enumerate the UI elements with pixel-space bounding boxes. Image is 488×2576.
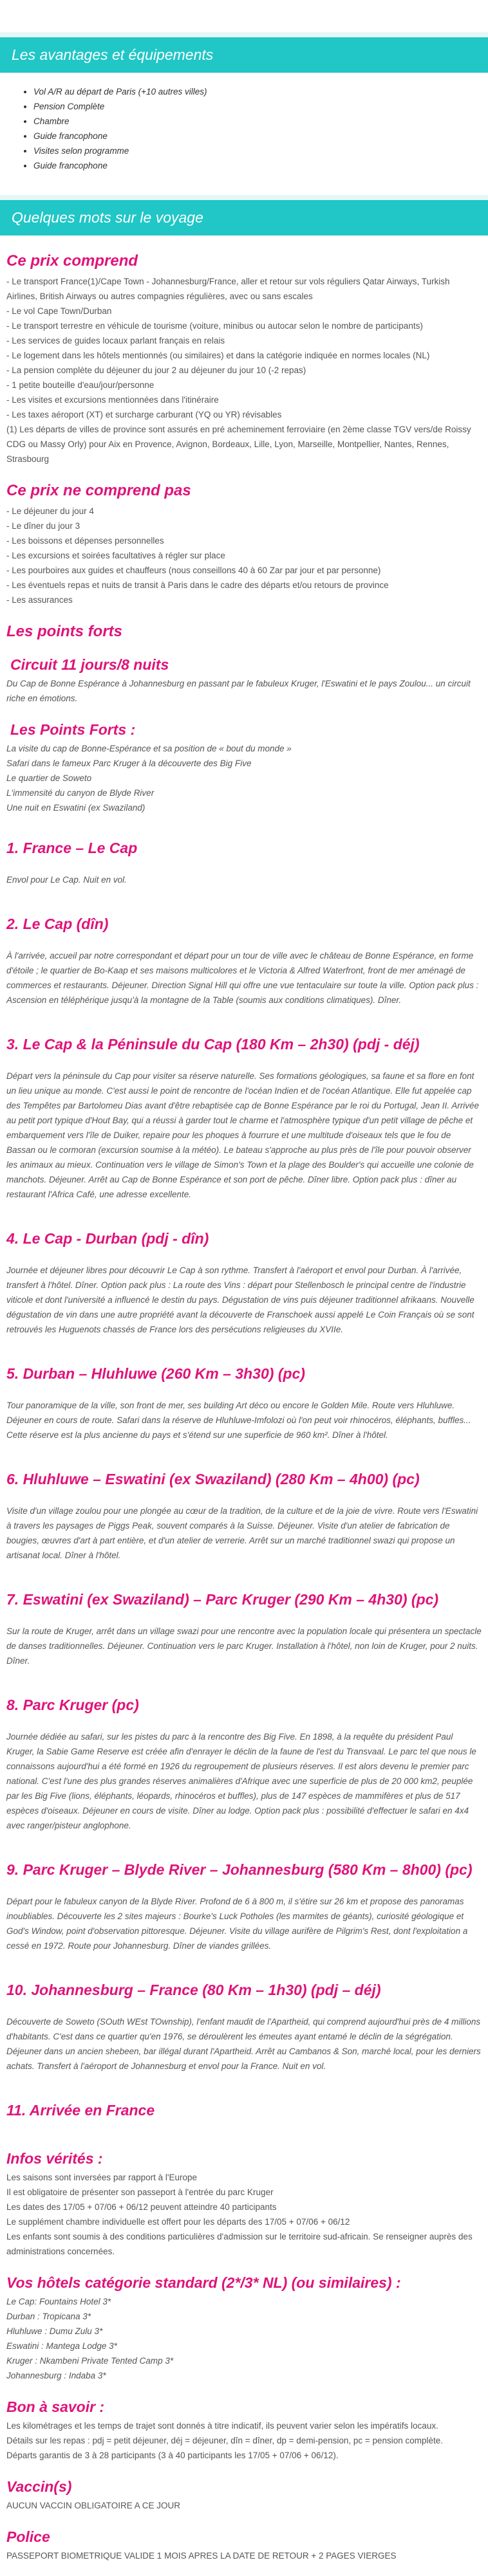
hotels-section — [6, 2274, 482, 2383]
included-title: Ce prix comprend — [6, 252, 138, 270]
day-text: Journée dédiée au safari, sur les pistes du parc à la rencontre des Big Five. En 1898, à la requête du président Paul Kruger, la Sabie Game Reserve est créée afin d'enrayer le déclin de la faune de l'est du Transvaal. Le parc tel que nous le connaissons aujourd'hui a été formé en 1926 du regroupement de plusieurs réserves. Il est alors devenu le premier parc national. C'est l'une des plus grandes réserves animalières d'Afrique avec une superficie de plus de 20 000 km2, peuplée par les Big Five (lions, éléphants, léopards, rhinocéros et buffles), plus de 147 espèces de mammifères et plus de 517 espèces d'oiseaux. Déjeuner en cours de visite. Dîner au lodge. Option pack plus : possibilité d'effectuer le safari en 4x4 avec ranger/pisteur anglophone. — [6, 1732, 476, 1830]
day-text: Tour panoramique de la ville, son front de mer, ses building Art déco ou encore le Golden Mile. Route vers Hluhluwe. Déjeuner en cours de route. Safari dans la réserve de Hluhluwe-Imfolozi où l'on peut voir rhinocéros, éléphants, buffles... Cette réserve est la plus ancienne du pays et s'étend sur une superficie de 960 km². Dîner à l'hôtel. — [6, 1401, 471, 1440]
info-section — [6, 2150, 482, 2259]
hotel-line: Le Cap: Fountains Hotel 3* — [6, 2297, 111, 2306]
circuit-title: Circuit 11 jours/8 nuits — [10, 656, 169, 673]
day-8 — [6, 1697, 482, 1833]
hotel-line: Johannesburg : Indaba 3* — [6, 2371, 106, 2380]
vaccines-text: AUCUN VACCIN OBLIGATOIRE A CE JOUR — [6, 2501, 181, 2510]
excluded-line: - Le dîner du jour 3 — [6, 521, 80, 531]
day-title: 3. Le Cap & la Péninsule du Cap (180 Km – 2h30) (pdj - déj) — [6, 1036, 420, 1053]
feature-item: • Guide francophone — [33, 158, 482, 173]
points-title: Les Points Forts : — [10, 721, 136, 738]
included-line: - Le logement dans les hôtels mentionnés (ou similaires) et dans la catégorie indiquée en normes locales (NL) — [6, 351, 430, 360]
info-list — [6, 2170, 482, 2259]
day-title: 10. Johannesburg – France (80 Km – 1h30) (pdj – déj) — [6, 1982, 381, 1998]
excluded-line: - Les assurances — [6, 595, 73, 605]
strengths-section — [6, 623, 482, 815]
good-to-know-title: Bon à savoir : — [6, 2398, 105, 2415]
point-item: Une nuit en Eswatini (ex Swaziland) — [6, 803, 145, 813]
feature-item: • Pension Complète — [33, 99, 482, 114]
good-to-know-line: Départs garantis de 3 à 28 participants (3 à 40 participants les 17/05 + 07/06 + 06/12). — [6, 2451, 339, 2460]
police-title: Police — [6, 2528, 50, 2545]
day-title: 6. Hluhluwe – Eswatini (ex Swaziland) (280 Km – 4h00) (pc) — [6, 1471, 420, 1487]
excluded-line: - Les éventuels repas et nuits de transit à Paris dans le cadre des départs et/ou retours de province — [6, 580, 389, 590]
included-line: (1) Les départs de villes de province sont assurés en pré acheminement ferroviaire (en 2ème classe TGV vers/de Roissy CDG ou Massy Orly) pour Aix en Provence, Avignon, Bordeaux, Lille, Lyon, Marseille, Montpellier, Nantes, Rennes, Strasbourg — [6, 425, 471, 464]
info-line: Les dates des 17/05 + 07/06 + 06/12 peuvent atteindre 40 participants — [6, 2202, 277, 2212]
vaccines-title: Vaccin(s) — [6, 2478, 72, 2495]
day-title: 11. Arrivée en France — [6, 2102, 155, 2119]
good-to-know-line: Les kilométrages et les temps de trajet sont donnés à titre indicatif, ils peuvent varier selon les impératifs locaux. — [6, 2421, 438, 2431]
included-line: - Les taxes aéroport (XT) et surcharge carburant (YQ ou YR) révisables — [6, 410, 282, 419]
hotel-line: Durban : Tropicana 3* — [6, 2312, 91, 2321]
excluded-line: - Le déjeuner du jour 4 — [6, 506, 94, 516]
included-line: - Le transport France(1)/Cape Town - Johannesburg/France, aller et retour sur vols réguliers Qatar Airways, Turkish Airlines, British Airways ou autres compagnies régulières, avec ou sans escales — [6, 277, 450, 301]
day-title: 4. Le Cap - Durban (pdj - dîn) — [6, 1230, 209, 1247]
excluded-list — [6, 504, 482, 607]
excluded-title: Ce prix ne comprend pas — [6, 482, 191, 499]
good-to-know-line: Détails sur les repas : pdj = petit déjeuner, déj = déjeuner, dîn = dîner, dp = demi-pension, pc = pension complète. — [6, 2436, 444, 2445]
excluded-line: - Les boissons et dépenses personnelles — [6, 536, 164, 546]
included-list — [6, 274, 482, 466]
feature-item: • Guide francophone — [33, 129, 482, 143]
day-9 — [6, 1861, 482, 1953]
included-line: - Les services de guides locaux parlant français en relais — [6, 336, 225, 345]
included-section — [6, 252, 482, 466]
good-to-know-section — [6, 2398, 482, 2463]
day-text: Départ pour le fabuleux canyon de la Blyde River. Profond de 6 à 800 m, il s'étire sur 26 km et propose des panoramas inoubliables. Découverte les 2 sites majeurs : Bourke's Luck Potholes (les marmites de géants), curiosité géologique et God's Window, point d'observation pittoresque. Déjeuner. Visite du village aurifère de Pilgrim's Rest, dont l'exploitation a cessé en 1972. Route pour Johannesburg. Dîner de viandes grillées. — [6, 1897, 468, 1951]
included-line: - 1 petite bouteille d'eau/jour/personne — [6, 380, 155, 390]
info-line: Les enfants sont soumis à des conditions particulières d'admission sur le territoire sud-africain. Se renseigner auprès des administrations concernées. — [6, 2232, 473, 2256]
page — [0, 32, 488, 2576]
about-title: Quelques mots sur le voyage — [12, 209, 203, 226]
day-11 — [6, 2102, 482, 2119]
feature-item: • Vol A/R au départ de Paris (+10 autres villes) — [33, 84, 482, 99]
included-line: - Les visites et excursions mentionnées dans l'itinéraire — [6, 395, 219, 405]
day-text: Départ vers la péninsule du Cap pour visiter sa réserve naturelle. Ses formations géologiques, sa faune et sa flore en font un lieu unique au monde. C'est aussi le point de rencontre de l'océan Indien et de l'océan Atlantique. Elle fut appelée cap des Tempêtes par Bartolomeu Dias avant d'être rebaptisée cap de Bonne Espérance par le roi du Portugal, Jean II. Arrivée au petit port typique d'Hout Bay, qui a réussi à garder tout le charme et l'atmosphère typique d'un petit village de pêche et embarquement vers l'île de Duiker, repaire pour les phoques à fourrure et une multitude d'oiseaux tels que le fou de Bassan ou le cormoran (excursion soumise à la météo). Le bateau s'approche au plus près de l'île pour pouvoir observer les animaux au mieux. Continuation vers le village de Simon's Town et la plage des Boulder's qui accueille une colonie de manchots. Déjeuner. Arrêt au Cap de Bonne Espérance et son port de pêche. Dîner libre. Option pack plus : dîner au restaurant l'Africa Café, une adresse excellente. — [6, 1071, 480, 1199]
info-line: Il est obligatoire de présenter son passeport à l'entrée du parc Kruger — [6, 2187, 274, 2197]
hotel-line: Kruger : Nkambeni Private Tented Camp 3* — [6, 2356, 174, 2366]
info-title: Infos vérités : — [6, 2150, 103, 2167]
day-title: 2. Le Cap (dîn) — [6, 915, 109, 932]
included-line: - La pension complète du déjeuner du jour 2 au déjeuner du jour 10 (-2 repas) — [6, 365, 306, 375]
features-banner — [0, 32, 488, 73]
hotels-title: Vos hôtels catégorie standard (2*/3* NL) (ou similaires) : — [6, 2274, 401, 2291]
day-10 — [6, 1982, 482, 2074]
day-6 — [6, 1471, 482, 1563]
day-title: 1. France – Le Cap — [6, 840, 138, 856]
point-item: Safari dans le fameux Parc Kruger à la découverte des Big Five — [6, 759, 252, 768]
day-5 — [6, 1365, 482, 1442]
hotel-line: Hluhluwe : Dumu Zulu 3* — [6, 2326, 103, 2336]
day-title: 5. Durban – Hluhluwe (260 Km – 3h30) (pc) — [6, 1365, 305, 1382]
good-to-know-list — [6, 2418, 482, 2463]
excluded-line: - Les pourboires aux guides et chauffeurs (nous conseillons 40 à 60 Zar par jour et par personne) — [6, 566, 381, 575]
strengths-title: Les points forts — [6, 623, 123, 640]
day-7 — [6, 1591, 482, 1668]
point-item: L'immensité du canyon de Blyde River — [6, 788, 155, 798]
police-section — [6, 2528, 482, 2563]
hotel-line: Eswatini : Mantega Lodge 3* — [6, 2341, 117, 2351]
police-text: PASSEPORT BIOMETRIQUE VALIDE 1 MOIS APRES LA DATE DE RETOUR + 2 PAGES VIERGES — [6, 2551, 397, 2561]
hotels-list — [6, 2294, 482, 2383]
day-1 — [6, 840, 482, 887]
day-text: Journée et déjeuner libres pour découvrir Le Cap à son rythme. Transfert à l'aéroport et envol pour Durban. À l'arrivée, transfert à l'hôtel. Dîner. Option pack plus : La route des Vins : départ pour Stellenbosch le principal centre de l'industrie viticole et dont l'université a influencé le destin du pays. Dégustation de vins puis déjeuner traditionnel afrikaans. Nouvelle dégustation de vin dans une autre propriété avant la découverte de Franschoek aussi appelé Le Coin Français où se sont retrouvés les Huguenots chassés de France lors des persécutions religieuses du XVIIe. — [6, 1265, 474, 1334]
itinerary — [6, 840, 482, 2119]
included-line: - Le vol Cape Town/Durban — [6, 306, 112, 316]
excluded-line: - Les excursions et soirées facultatives à régler sur place — [6, 551, 225, 560]
feature-item: • Chambre — [33, 114, 482, 129]
included-line: - Le transport terrestre en véhicule de tourisme (voiture, minibus ou autocar selon le nombre de participants) — [6, 321, 423, 331]
info-line: Les saisons sont inversées par rapport à l'Europe — [6, 2173, 197, 2182]
features-list — [6, 84, 482, 173]
day-text: Visite d'un village zoulou pour une plongée au cœur de la tradition, de la culture et de la joie de vivre. Route vers l'Eswatini à travers les paysages de Piggs Peak, souvent comparés à la Suisse. Déjeuner. Visite d'un atelier de fabrication de bougies, œuvres d'art à part entière, et d'un atelier de verrerie. Arrêt sur un marché traditionnel swazi qui propose un artisanat local. Dîner à l'hôtel. — [6, 1506, 478, 1560]
day-4 — [6, 1230, 482, 1337]
vaccines-section — [6, 2478, 482, 2513]
day-text: Envol pour Le Cap. Nuit en vol. — [6, 875, 127, 885]
day-title: 7. Eswatini (ex Swaziland) – Parc Kruger (290 Km – 4h30) (pc) — [6, 1591, 439, 1608]
day-text: À l'arrivée, accueil par notre correspondant et départ pour un tour de ville avec le château de Bonne Espérance, en forme d'étoile ; le quartier de Bo-Kaap et ses maisons multicolores et le Victoria & Alfred Waterfront, front de mer aménagé de commerces et restaurants. Déjeuner. Direction Signal Hill qui offre une vue tentaculaire sur toute la ville. Option pack plus : Ascension en téléphérique jusqu'à la montagne de la Table (soumis aux conditions climatiques). Dîner. — [6, 951, 479, 1005]
point-item: Le quartier de Soweto — [6, 773, 92, 783]
day-text: Sur la route de Kruger, arrêt dans un village swazi pour une rencontre avec la population locale qui présentera un spectacle de danses traditionnelles. Déjeuner. Continuation vers le parc Kruger. Installation à l'hôtel, non loin de Kruger, pour 2 nuits. Dîner. — [6, 1626, 482, 1666]
excluded-section — [6, 482, 482, 607]
day-2 — [6, 915, 482, 1007]
about-banner — [0, 195, 488, 235]
info-line: Le supplément chambre individuelle est offert pour les départs des 17/05 + 07/06 + 06/12 — [6, 2217, 350, 2227]
features-title: Les avantages et équipements — [12, 46, 214, 63]
points-list — [6, 741, 482, 815]
feature-item: • Visites selon programme — [33, 143, 482, 158]
day-3 — [6, 1036, 482, 1202]
circuit-text: Du Cap de Bonne Espérance à Johannesburg en passant par le fabuleux Kruger, l'Eswatini et le pays Zoulou... un circuit riche en émotions. — [6, 679, 471, 703]
day-title: 8. Parc Kruger (pc) — [6, 1697, 139, 1713]
day-title: 9. Parc Kruger – Blyde River – Johannesburg (580 Km – 8h00) (pc) — [6, 1861, 473, 1878]
point-item: La visite du cap de Bonne-Espérance et sa position de « bout du monde » — [6, 744, 292, 753]
day-text: Découverte de Soweto (SOuth WEst TOwnship), l'enfant maudit de l'Apartheid, qui comprend aujourd'hui près de 4 millions d'habitants. C'est dans ce quartier qu'en 1976, se déroulèrent les émeutes ayant entamé le déclin de la ségrégation. Déjeuner dans un ancien shebeen, bar illégal durant l'Apartheid. Arrêt au Cambanos & Son, marché local, pour les derniers achats. Transfert à l'aéroport de Johannesburg et envol pour la France. Nuit en vol. — [6, 2017, 481, 2071]
